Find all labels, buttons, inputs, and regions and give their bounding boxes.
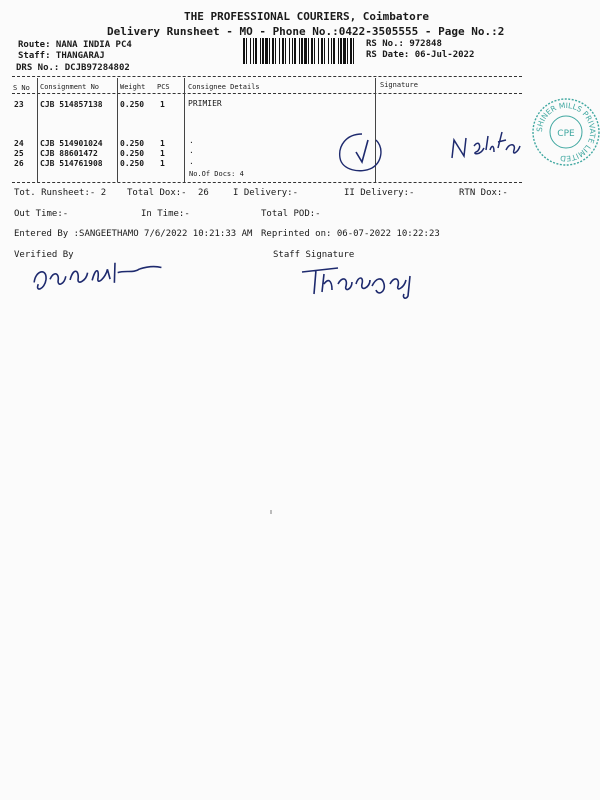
delivery-mark bbox=[336, 130, 388, 180]
row-weight: 0.250 bbox=[120, 100, 145, 109]
row-sno: 25 bbox=[14, 149, 24, 158]
col-pcs: PCS bbox=[157, 83, 170, 91]
row-sno: 23 bbox=[14, 100, 24, 109]
row-pcs: 1 bbox=[160, 159, 165, 168]
barcode-bar bbox=[255, 38, 257, 64]
rs-date: RS Date: 06-Jul-2022 bbox=[366, 50, 475, 60]
col-sno: S No bbox=[13, 84, 30, 92]
barcode-bar bbox=[269, 38, 270, 64]
barcode-bar bbox=[260, 38, 261, 64]
runsheet-title: Delivery Runsheet - MO - Phone No.:0422-3505555 - Page No.:2 bbox=[107, 25, 505, 38]
total-dox-label: Total Dox:- bbox=[127, 188, 187, 198]
barcode-bar bbox=[299, 38, 300, 64]
barcode-bar bbox=[285, 38, 286, 64]
barcode-bar bbox=[314, 38, 315, 64]
table-top-rule bbox=[12, 76, 522, 77]
rs-number: RS No.: 972848 bbox=[366, 39, 442, 49]
barcode-bar bbox=[340, 38, 342, 64]
col-divider bbox=[37, 78, 38, 182]
barcode-bar bbox=[253, 38, 254, 64]
barcode-bar bbox=[243, 38, 245, 64]
barcode-bar bbox=[328, 38, 329, 64]
barcode-bar bbox=[331, 38, 332, 64]
row-consignee: . bbox=[189, 136, 194, 145]
barcode-bar bbox=[250, 38, 251, 64]
verified-by-label: Verified By bbox=[14, 250, 74, 260]
delivery-mark-stroke bbox=[336, 130, 388, 176]
total-dox-value: 26 bbox=[198, 188, 209, 198]
receiver-note bbox=[448, 128, 523, 168]
barcode-bar bbox=[318, 38, 319, 64]
no-of-docs: No.Of Docs: 4 bbox=[189, 170, 244, 178]
staff-signature-stroke bbox=[298, 262, 423, 300]
barcode-bar bbox=[279, 38, 280, 64]
barcode bbox=[243, 38, 358, 64]
i-delivery: I Delivery:- bbox=[233, 188, 299, 198]
barcode-bar bbox=[324, 38, 325, 64]
barcode-bar bbox=[246, 38, 247, 64]
row-consignee: . bbox=[189, 157, 194, 166]
staff-signature bbox=[298, 262, 423, 304]
company-stamp bbox=[530, 94, 600, 174]
barcode-bar bbox=[350, 38, 352, 64]
barcode-bar bbox=[272, 38, 274, 64]
verified-signature bbox=[29, 253, 166, 302]
tot-runsheet: Tot. Runsheet:- 2 bbox=[14, 188, 107, 198]
row-consignment: CJB 514901024 bbox=[40, 139, 103, 148]
row-weight: 0.250 bbox=[120, 149, 145, 158]
barcode-bar bbox=[289, 38, 290, 64]
col-consignee: Consignee Details bbox=[188, 83, 260, 91]
row-consignment: CJB 514857138 bbox=[40, 100, 103, 109]
barcode-bar bbox=[333, 38, 335, 64]
barcode-bar bbox=[294, 38, 296, 64]
table-bottom-rule bbox=[12, 182, 522, 183]
svg-text:CPE: CPE bbox=[557, 129, 575, 139]
entered-by: Entered By :SANGEETHAMO 7/6/2022 10:21:33 AM bbox=[14, 229, 253, 239]
col-divider bbox=[117, 78, 118, 182]
row-consignment: CJB 514761908 bbox=[40, 159, 103, 168]
barcode-bar bbox=[338, 38, 339, 64]
company-title: THE PROFESSIONAL COURIERS, Coimbatore bbox=[184, 10, 430, 23]
company-stamp-seal bbox=[530, 94, 600, 170]
receiver-note-stroke bbox=[448, 128, 523, 164]
svg-text:SHINER MILLS PRIVATE LIMITED: SHINER MILLS PRIVATE LIMITED bbox=[534, 100, 598, 164]
staff-label: Staff: THANGARAJ bbox=[18, 51, 105, 61]
stray-mark bbox=[270, 510, 272, 514]
row-pcs: 1 bbox=[160, 149, 165, 158]
staff-signature-label: Staff Signature bbox=[273, 250, 355, 260]
rtn-dox: RTN Dox:- bbox=[459, 188, 508, 198]
barcode-bar bbox=[347, 38, 348, 64]
header-bottom-rule bbox=[12, 93, 522, 94]
ii-delivery: II Delivery:- bbox=[344, 188, 415, 198]
route-label: Route: NANA INDIA PC4 bbox=[18, 40, 132, 50]
row-sno: 26 bbox=[14, 159, 24, 168]
out-time: Out Time:- bbox=[14, 209, 69, 219]
barcode-bar bbox=[301, 38, 303, 64]
row-pcs: 1 bbox=[160, 100, 165, 109]
barcode-bar bbox=[265, 38, 268, 64]
reprinted-on: Reprinted on: 06-07-2022 10:22:23 bbox=[261, 229, 440, 239]
in-time: In Time:- bbox=[141, 209, 190, 219]
barcode-bar bbox=[311, 38, 313, 64]
row-weight: 0.250 bbox=[120, 159, 145, 168]
row-consignee: . bbox=[189, 146, 194, 155]
barcode-bar bbox=[308, 38, 309, 64]
col-consignment: Consignment No bbox=[40, 83, 100, 91]
total-pod: Total POD:- bbox=[261, 209, 321, 219]
col-signature: Signature bbox=[380, 81, 418, 89]
row-sno: 24 bbox=[14, 139, 24, 148]
row-pcs: 1 bbox=[160, 139, 165, 148]
row-consignee: PRIMIER bbox=[188, 99, 222, 108]
col-divider bbox=[184, 78, 185, 182]
barcode-bar bbox=[353, 38, 354, 64]
barcode-bar bbox=[304, 38, 307, 64]
col-weight: Weight bbox=[120, 83, 146, 91]
row-consignment: CJB 88601472 bbox=[40, 149, 98, 158]
barcode-bar bbox=[262, 38, 264, 64]
barcode-bar bbox=[282, 38, 284, 64]
barcode-bar bbox=[343, 38, 346, 64]
barcode-bar bbox=[275, 38, 276, 64]
drs-number: DRS No.: DCJB97284802 bbox=[16, 63, 130, 73]
barcode-bar bbox=[292, 38, 293, 64]
row-weight: 0.250 bbox=[120, 139, 145, 148]
barcode-bar bbox=[321, 38, 323, 64]
